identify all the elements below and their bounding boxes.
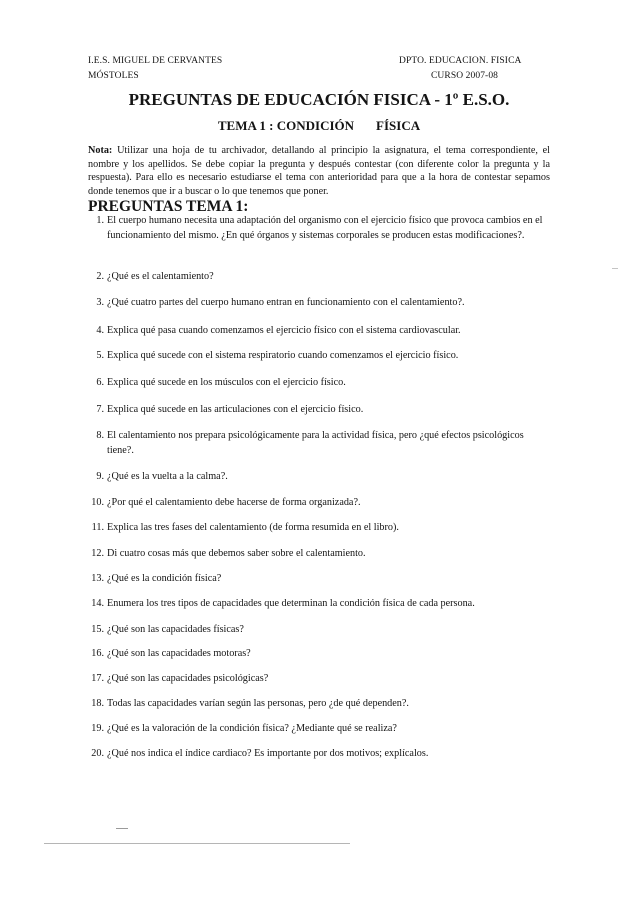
question-number: 2. <box>96 271 104 282</box>
question-item <box>91 496 547 511</box>
question-item <box>91 597 547 612</box>
question-text: ¿Qué es el calentamiento? <box>107 271 214 282</box>
question-item <box>91 672 547 687</box>
question-text: ¿Qué es la vuelta a la calma?. <box>107 471 228 482</box>
question-number: 16. <box>91 648 104 659</box>
instructions-note <box>88 144 550 199</box>
section-title: PREGUNTAS TEMA 1: <box>88 198 249 215</box>
question-number: 15. <box>91 624 104 635</box>
question-number: 13. <box>91 573 104 584</box>
question-item <box>96 470 547 485</box>
subtitle-topic: TEMA 1 : CONDICIÓN <box>217 118 355 133</box>
question-item <box>91 747 547 762</box>
department-name: DPTO. EDUCACION. FISICA <box>399 56 522 66</box>
question-text: Explica qué sucede en los músculos con el ejercicio físico. <box>107 377 346 388</box>
question-text: ¿Qué nos indica el índice cardiaco? Es importante por dos motivos; explícalos. <box>107 748 429 759</box>
question-item <box>96 429 547 458</box>
question-item <box>91 623 547 638</box>
question-text: ¿Qué es la condición física? <box>107 573 222 584</box>
school-town: MÓSTOLES <box>88 71 139 81</box>
question-number: 14. <box>91 598 104 609</box>
question-text: ¿Qué es la valoración de la condición física? ¿Mediante qué se realiza? <box>107 723 397 734</box>
question-number: 7. <box>96 404 104 415</box>
question-item <box>91 521 547 536</box>
question-number: 20. <box>91 748 104 759</box>
course-year: CURSO 2007-08 <box>431 71 499 81</box>
question-number: 8. <box>96 430 104 441</box>
note-label: Nota: <box>88 145 113 156</box>
question-number: 11. <box>91 522 104 533</box>
question-text: Explica las tres fases del calentamiento (de forma resumida en el libro). <box>107 522 399 533</box>
note-text: Utilizar una hoja de tu archivador, detallando al principio la asignatura, el tema correspondiente, el nombre y los apellidos. Se debe copiar la pregunta y después contestar (con diferente color la pregunta y la respuesta). Para ello es necesario estudiarse el tema con anterioridad para que a la hora de contestar sepamos donde tenemos que ir a buscar o lo que tenemos que poner. <box>88 145 550 198</box>
question-number: 6. <box>96 377 104 388</box>
subtitle-area: FÍSICA <box>376 118 421 133</box>
question-number: 4. <box>96 325 104 336</box>
question-number: 5. <box>96 350 104 361</box>
scan-line <box>44 843 350 844</box>
question-text: ¿Qué cuatro partes del cuerpo humano entran en funcionamiento con el calentamiento?. <box>107 297 465 308</box>
scan-mark <box>612 268 618 269</box>
question-text: ¿Qué son las capacidades psicológicas? <box>107 673 269 684</box>
question-text: ¿Qué son las capacidades motoras? <box>107 648 251 659</box>
question-number: 17. <box>91 673 104 684</box>
question-number: 9. <box>96 471 104 482</box>
question-number: 1. <box>96 215 104 226</box>
question-item <box>96 270 547 285</box>
question-text: Enumera los tres tipos de capacidades que determinan la condición física de cada persona. <box>107 598 475 609</box>
question-item <box>96 324 547 339</box>
question-text: Todas las capacidades varían según las personas, pero ¿de qué dependen?. <box>107 698 409 709</box>
school-name: I.E.S. MIGUEL DE CERVANTES <box>88 56 223 66</box>
page-subtitle <box>0 118 638 134</box>
page-title: PREGUNTAS DE EDUCACIÓN FISICA - 1º E.S.O. <box>128 90 510 109</box>
question-text: Di cuatro cosas más que debemos saber sobre el calentamiento. <box>107 548 366 559</box>
question-item <box>96 214 547 243</box>
question-item <box>96 349 547 364</box>
question-text: Explica qué pasa cuando comenzamos el ejercicio físico con el sistema cardiovascular. <box>107 325 461 336</box>
question-item <box>91 697 547 712</box>
question-item <box>91 572 547 587</box>
question-item <box>96 376 547 391</box>
question-number: 12. <box>91 548 104 559</box>
question-text: ¿Qué son las capacidades físicas? <box>107 624 244 635</box>
question-number: 3. <box>96 297 104 308</box>
question-text: El cuerpo humano necesita una adaptación del organismo con el ejercicio físico que provoca cambios en el funcionamiento del mismo. ¿En qué órganos y sistemas corporales se producen estas modificaciones?. <box>107 215 543 241</box>
question-number: 10. <box>91 497 104 508</box>
question-item <box>96 403 547 418</box>
question-text: Explica qué sucede con el sistema respiratorio cuando comenzamos el ejercicio físico. <box>107 350 459 361</box>
question-item <box>91 647 547 662</box>
scan-mark <box>116 828 128 829</box>
question-text: El calentamiento nos prepara psicológicamente para la actividad física, pero ¿qué efectos psicológicos tiene?. <box>107 430 524 456</box>
question-item <box>96 296 547 311</box>
question-number: 19. <box>91 723 104 734</box>
question-number: 18. <box>91 698 104 709</box>
question-text: ¿Por qué el calentamiento debe hacerse de forma organizada?. <box>107 497 361 508</box>
question-item <box>91 547 547 562</box>
question-item <box>91 722 547 737</box>
question-text: Explica qué sucede en las articulaciones con el ejercicio físico. <box>107 404 364 415</box>
